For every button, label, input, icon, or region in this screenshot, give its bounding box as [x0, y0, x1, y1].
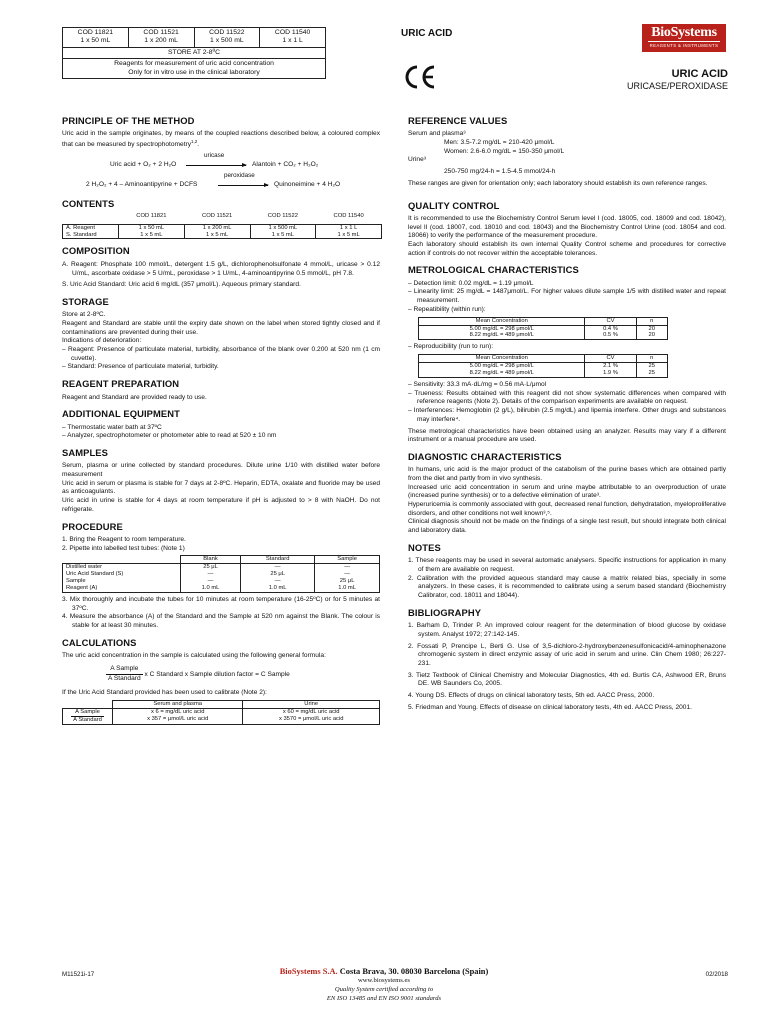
- reference-urine: Urine³: [408, 156, 426, 164]
- eq1-right: Alantoin + CO₂ + H₂O₂: [252, 160, 319, 168]
- eq1-enzyme: uricase: [204, 151, 225, 159]
- reaction-equations: [62, 150, 380, 192]
- equipment-item: – Analyzer, spectrophotometer or photometer able to read at 520 ± 10 nm: [62, 432, 277, 440]
- storage-item: – Reagent: Presence of particulate material, turbidity, absorbance of the blank over 0.200 at 520 nm (1 cm cuvette).: [62, 346, 380, 362]
- reagent-prep-text: Reagent and Standard are provided ready to use.: [62, 393, 207, 401]
- composition-heading: COMPOSITION: [62, 245, 130, 257]
- storage-item: – Standard: Presence of particulate material, turbidity.: [62, 363, 219, 371]
- note-item: 2. Calibration with the provided aqueous standard may cause a matrix related bias, specially in some analyzers. In these cases, it is recommended to calibrate using a serum based standard (Biochemistry Calibrator, cod. 18011 and 18044).: [408, 574, 726, 600]
- reference-men: Men: 3.5-7.2 mg/dL = 210-420 μmol/L: [444, 139, 555, 147]
- metrological-note: These metrological characteristics have been obtained using an analyzer. Results may vary if a different instrument or a manual procedure are used.: [408, 427, 726, 444]
- procedure-step: 4. Measure the absorbance (A) of the Standard and the Sample at 520 nm against the Blank. The colour is stable for at least 30 minutes.: [62, 613, 380, 630]
- header-title: URIC ACID: [401, 28, 453, 39]
- contents-table: COD 11821 COD 11521 COD 11522 COD 11540 A. Reagent S. Standard 1 x 50 mL 1 x 5 mL 1 x 200 mL 1 x 5 mL 1 x 500 mL 1 x 5 mL 1 x 1 L 1 x 5 mL: [62, 213, 382, 239]
- diagnostic-text: In humans, uric acid is the major product of the catabolism of the purine bases which are obtained partly from the diet and partly from in vivo synthesis.: [408, 466, 726, 482]
- product-title: URIC ACID: [671, 68, 728, 80]
- calculations-text: The uric acid concentration in the sample is calculated using the following general formula:: [62, 652, 326, 660]
- eq2-left: 2 H₂O₂ + 4 – Aminoantipyrine + DCFS: [86, 180, 198, 188]
- document-date: 02/2018: [705, 971, 728, 978]
- samples-text: Serum, plasma or urine collected by standard procedures. Dilute urine 1/10 with distilled water before measurement: [62, 462, 380, 479]
- company-name: BioSystems S.A.: [279, 967, 338, 976]
- procedure-step: 1. Bring the Reagent to room temperature.: [62, 535, 186, 543]
- eq1-left: Uric acid + O₂ + 2 H₂O: [110, 160, 177, 168]
- table-row-label: A. Reagent S. Standard: [63, 224, 119, 239]
- storage-text: Store at 2-8ºC.: [62, 311, 106, 319]
- diagnostic-heading: DIAGNOSTIC CHARACTERISTICS: [408, 450, 562, 462]
- metrological-item: – Reproducibility (run to run):: [408, 343, 494, 351]
- reference-women: Women: 2.6-6.0 mg/dL = 150-350 μmol/L: [444, 147, 565, 155]
- company-address: Costa Brava, 30. 08030 Barcelona (Spain): [339, 967, 489, 976]
- ce-mark-icon: [403, 64, 437, 90]
- table-row-label: Distilled water Uric Acid Standard (S) Sample Reagent (A): [63, 564, 181, 593]
- code-cell: COD 11821 1 x 50 mL: [63, 28, 129, 48]
- contents-heading: CONTENTS: [62, 197, 115, 209]
- calculations-heading: CALCULATIONS: [62, 636, 137, 648]
- bibliography-heading: BIBLIOGRAPHY: [408, 606, 482, 618]
- metrological-item: – Sensitivity: 33.3 mA·dL/mg = 0.56 mA·L/μmol: [408, 381, 547, 388]
- code-cell: COD 11522 1 x 500 mL: [194, 28, 260, 48]
- calculations-text: If the Uric Acid Standard provided has been used to calibrate (Note 2):: [62, 689, 267, 697]
- document-code: M11521i-17: [62, 971, 95, 978]
- storage-text: Reagent and Standard are stable until the expiry date shown on the label when stored tightly closed and if contaminations are prevented during their use.: [62, 319, 380, 336]
- eq2-arrow: [218, 185, 268, 186]
- diagnostic-text: Increased uric acid concentration in serum and urine maybe attributable to an overproduction of urate (increased purine synthesis) or to a defective elimination of urate³.: [408, 483, 726, 500]
- reference-note: These ranges are given for orientation only; each laboratory should establish its own reference ranges.: [408, 179, 708, 187]
- reproducibility-table: Mean Concentration CV n 5.00 mg/dL = 298 μmol/L 8.22 mg/dL = 489 μmol/L 2.1 % 1.9 % 25 25: [418, 354, 668, 378]
- diagnostic-text: Hyperuricemia is commonly associated with gout, decreased renal function, dehydratation, myeloproliferative disorders, and other conditions not well known³,⁵.: [408, 501, 726, 517]
- quality-control-heading: QUALITY CONTROL: [408, 199, 500, 211]
- bibliography-item: 4. Young DS. Effects of drugs on clinical laboratory tests, 5th ed. AACC Press, 2000.: [408, 692, 655, 700]
- metrological-heading: METROLOGICAL CHARACTERISTICS: [408, 264, 579, 276]
- bibliography-item: 5. Friedman and Young. Effects of disease on clinical laboratory tests, 4th ed. AACC Press, 2001.: [408, 703, 692, 711]
- bibliography-item: 3. Tietz Textbook of Clinical Chemistry and Molecular Diagnostics, 4th ed. Burtis CA, Ashwood ER, Bruns DE. WB Saunders Co, 2005.: [408, 671, 726, 688]
- product-title-block: [627, 68, 728, 92]
- composition-reagent: A. Reagent: Phosphate 100 mmol/L, detergent 1.5 g/L, dichlorophenolsulfonate 4 mmol/L, uricase > 0.12 U/mL, ascorbate oxidase > 5 U/mL, peroxidase > 1 U/mL, 4-aminoantipyrine 0.5 mmol/L, pH 7.8.: [62, 260, 380, 277]
- equipment-item: – Thermostatic water bath at 37ºC: [62, 423, 162, 431]
- diagnostic-text: Clinical diagnosis should not be made on the findings of a single test result, but should integrate both clinical and laboratory data.: [408, 518, 726, 535]
- calculation-factors-table: Serum and plasma Urine $\frac{\text{A Sample}}{\text{A Standard}}$ x 6 = mg/dL uric acid x 357 = μmol/L uric acid x 60 = mg/dL uric acid x 3570 = μmol/L uric acid: [62, 700, 380, 725]
- general-formula: $\frac{\text{A Sample}}{\text{A Standard}}$ x C Standard x Sample dilution factor = C Sample: [108, 664, 290, 682]
- header-code-table: [62, 27, 326, 79]
- bibliography-item: 2. Fossati P, Prencipe L, Berti G. Use of 3,5-dichloro-2-hydroxybenzenesulfonicacid/4-aminophenazone chromogenic system in direct enzymic assay of uric acid in serum and urine. Clin Chem 1980; 26:227-231.: [408, 642, 726, 667]
- principle-heading: PRINCIPLE OF THE METHOD: [62, 115, 195, 126]
- reference-values-heading: REFERENCE VALUES: [408, 115, 508, 126]
- samples-heading: SAMPLES: [62, 446, 109, 458]
- reference-urine-value: 250-750 mg/24-h = 1.5-4.5 mmol/24-h: [444, 168, 556, 176]
- metrological-item: – Detection limit: 0.02 mg/dL = 1.19 μmol/L: [408, 279, 534, 287]
- bibliography-item: 1. Barham D, Trinder P. An improved colour reagent for the determination of blood glucose by oxidase system. Analyst 1972; 27:142-145.: [408, 622, 726, 638]
- procedure-step: 3. Mix thoroughly and incubate the tubes for 10 minutes at room temperature (16-25ºC) or for 5 minutes at 37ºC.: [62, 596, 380, 612]
- reference-serum: Serum and plasma³: [408, 130, 466, 138]
- code-cell: COD 11521 1 x 200 mL: [128, 28, 194, 48]
- right-column: [408, 116, 726, 712]
- reagent-prep-heading: REAGENT PREPARATION: [62, 378, 180, 390]
- footer-company: [200, 966, 568, 1003]
- left-column: [62, 116, 380, 725]
- note-item: 1. These reagents may be used in several automatic analysers. Specific instructions for application in many of them are available on request.: [408, 557, 726, 573]
- metrological-item: – Interferences: Hemoglobin (2 g/L), bilirubin (2.5 mg/dL) and lipemia interfere. Other drugs and substances may interfere⁴.: [408, 407, 726, 423]
- principle-text: Uric acid in the sample originates, by means of the coupled reactions described below, a coloured complex that can be measured by spectrophotometry$^{1,2}$.: [62, 130, 380, 149]
- samples-text: Uric acid in serum or plasma is stable for 7 days at 2-8ºC. Heparin, EDTA, oxalate and fluoride may be used as anticoagulants.: [62, 479, 380, 496]
- metrological-item: – Linearity limit: 25 mg/dL = 1487μmol/L. For higher values dilute sample 1/5 with distilled water and repeat measurement.: [408, 288, 726, 305]
- code-cell: COD 11540 1 x 1 L: [260, 28, 326, 48]
- biosystems-logo: BioSystems REAGENTS & INSTRUMENTS: [642, 24, 726, 52]
- metrological-item: – Trueness: Results obtained with this reagent did not show systematic differences when compared with reference reagents (Note 2). Details of the comparison experiments are available on request.: [408, 389, 726, 406]
- storage-text: Indications of deterioration:: [62, 337, 142, 345]
- equipment-heading: ADDITIONAL EQUIPMENT: [62, 408, 180, 420]
- company-website[interactable]: www.biosystems.es: [358, 977, 410, 985]
- product-subtitle: URICASE/PEROXIDASE: [626, 81, 728, 91]
- composition-standard: S. Uric Acid Standard: Uric acid 6 mg/dL (357 μmol/L). Aqueous primary standard.: [62, 281, 301, 289]
- storage-heading: STORAGE: [62, 295, 109, 307]
- notes-heading: NOTES: [408, 541, 441, 553]
- eq2-right: Quinoneimine + 4 H₂O: [274, 180, 341, 188]
- store-temperature: STORE AT 2-8ºC: [63, 47, 326, 58]
- quality-statement: Quality System certified according to: [334, 985, 434, 993]
- metrological-item: – Repeatibility (within run):: [408, 305, 486, 313]
- iso-statement: EN ISO 13485 and EN ISO 9001 standards: [326, 994, 442, 1002]
- reagents-purpose: Reagents for measurement of uric acid concentration Only for in vitro use in the clinical laboratory: [63, 59, 326, 79]
- repeatability-table: Mean Concentration CV n 5.00 mg/dL = 298 μmol/L 8.22 mg/dL = 489 μmol/L 0.4 % 0.5 % 20 20: [418, 317, 668, 341]
- quality-control-text: It is recommended to use the Biochemistry Control Serum level I (cod. 18005, cod. 18009 and cod. 18042), level II (cod. 18007, cod. 18010 and cod. 18043) and the Biochemistry Control Urine (cod. 18054 and cod. 18066) to verify the performance of the measurement procedure.: [408, 214, 726, 240]
- eq2-enzyme: peroxidase: [224, 171, 255, 179]
- procedure-step: 2. Pipette into labelled test tubes: (Note 1): [62, 544, 185, 552]
- eq1-arrow: [186, 165, 246, 166]
- samples-text: Uric acid in urine is stable for 4 days at room temperature if pH is adjusted to > 8 with NaOH. Do not refrigerate.: [62, 497, 380, 513]
- procedure-heading: PROCEDURE: [62, 520, 123, 532]
- procedure-table: Blank Standard Sample Distilled water Uric Acid Standard (S) Sample Reagent (A) 25 μL — — 1.0 mL — 25 μL — 1.0 mL — — 25 μL 1.0 mL: [62, 555, 380, 593]
- quality-control-text: Each laboratory should establish its own internal Quality Control scheme and procedures for corrective action if controls do not recover within the acceptable tolerances.: [408, 241, 726, 257]
